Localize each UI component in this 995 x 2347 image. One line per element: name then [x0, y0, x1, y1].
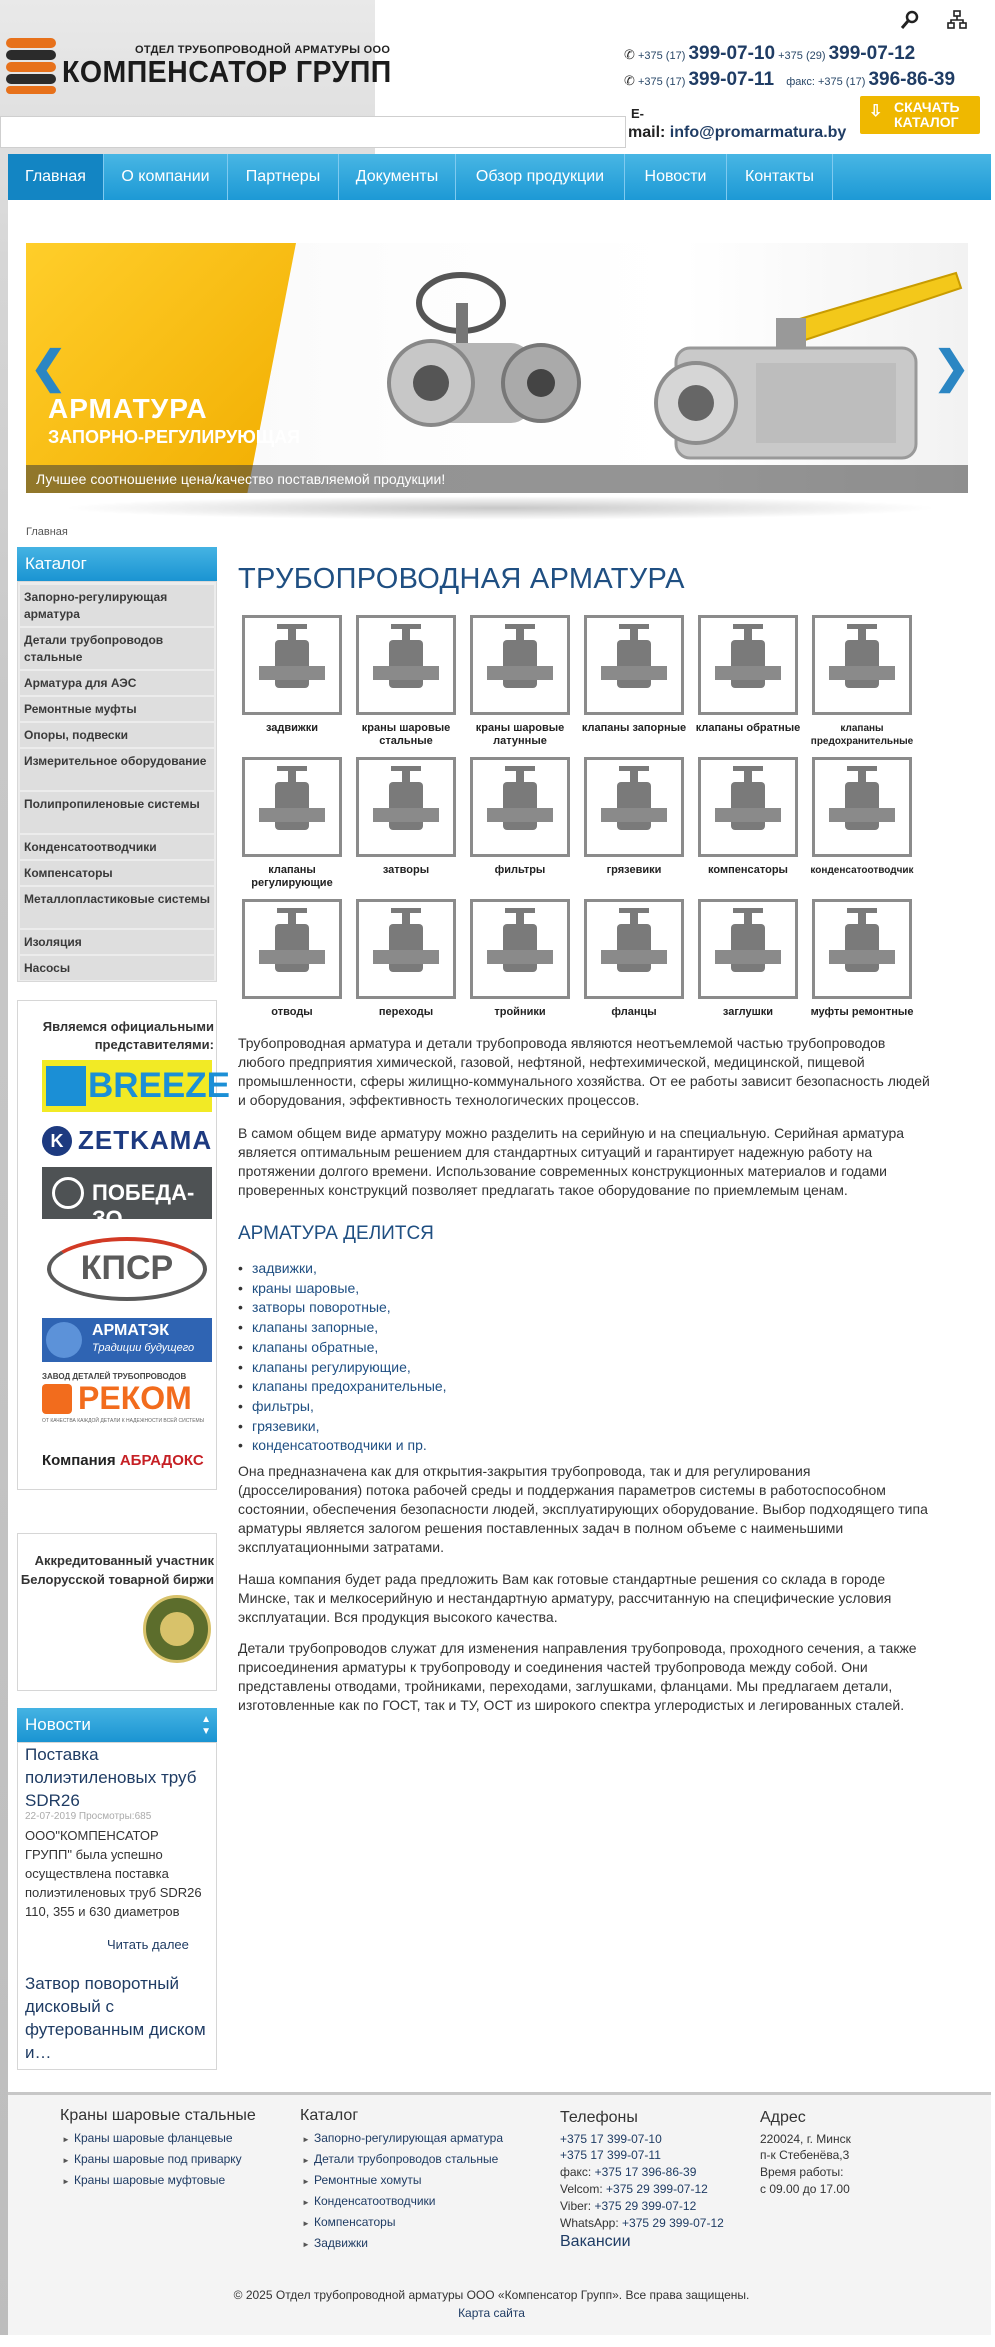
product-label[interactable]: муфты ремонтные [810, 1006, 914, 1018]
product-icon[interactable] [470, 615, 570, 715]
product-tile[interactable] [352, 899, 460, 1039]
fax-number: 396-86-39 [868, 69, 956, 90]
product-tile[interactable] [808, 899, 916, 1039]
main-nav [8, 154, 991, 200]
product-tile[interactable] [238, 899, 346, 1039]
product-icon[interactable] [242, 757, 342, 857]
footer-address-line: 220024, г. Минск [760, 2132, 851, 2146]
product-icon[interactable] [698, 757, 798, 857]
breadcrumb[interactable]: Главная [26, 526, 68, 538]
list-item: • задвижки, [238, 1260, 317, 1276]
product-icon[interactable] [356, 899, 456, 999]
catalog-item[interactable]: Металлопластиковые системы [20, 887, 214, 928]
footer-col-title[interactable]: Каталог [300, 2107, 359, 2124]
phone-number[interactable]: 399-07-11 [688, 69, 775, 90]
news-title-link[interactable]: Поставка полиэтиленовых труб SDR26 [25, 1745, 197, 1810]
slide-caption: Лучшее соотношение цена/качество поставляемой продукции! [26, 465, 968, 493]
product-label[interactable]: фильтры [494, 864, 546, 876]
footer-address-title: Адрес [760, 2109, 806, 2126]
company-logo[interactable] [6, 38, 56, 94]
catalog-item[interactable]: Запорно-регулирующая арматура [20, 585, 214, 626]
list-item: • клапаны обратные, [238, 1338, 379, 1355]
catalog-item[interactable]: Опоры, подвески [20, 723, 214, 747]
nav-documents[interactable]: Документы [339, 154, 456, 200]
footer-address-line: Время работы: [760, 2165, 844, 2179]
product-tile[interactable] [238, 757, 346, 897]
product-tile[interactable] [694, 899, 802, 1039]
product-label[interactable]: фланцы [611, 1006, 657, 1018]
product-icon[interactable] [470, 899, 570, 999]
catalog-item[interactable]: Ремонтные муфты [20, 697, 214, 721]
catalog-item[interactable]: Полипропиленовые системы [20, 792, 214, 833]
bullet-icon: ► [302, 2219, 310, 2228]
product-tile[interactable] [694, 757, 802, 897]
footer-phones-title: Телефоны [560, 2109, 638, 2126]
product-label[interactable]: затворы [382, 864, 430, 876]
download-catalog-button[interactable] [860, 96, 980, 134]
brand-zetkama-logo[interactable]: K ZETKAMA [42, 1123, 212, 1157]
read-more-link[interactable]: Читать далее [107, 1937, 189, 1952]
page-bottom-strip [0, 2335, 375, 2347]
scroll-arrows-icon[interactable]: ▲ ▼ [201, 1714, 211, 1737]
brand-name: ПОБЕДА-ЗО [92, 1180, 195, 1231]
list-link[interactable]: грязевики, [252, 1417, 320, 1434]
phone-code: +375 (17) [637, 76, 686, 88]
product-icon[interactable] [356, 757, 456, 857]
brand-name: АРМАТЭК [92, 1322, 170, 1339]
footer-link: ► Ремонтные хомуты [302, 2173, 422, 2187]
news-title-link[interactable]: Затвор поворотный дисковый с футерованным диском и… [25, 1974, 206, 2062]
phone-code: +375 (29) [778, 50, 826, 62]
product-label[interactable]: отводы [271, 1006, 313, 1018]
product-tile[interactable] [466, 899, 574, 1039]
nav-products[interactable]: Обзор продукции [456, 154, 625, 200]
product-icon[interactable] [356, 615, 456, 715]
list-link[interactable]: краны шаровые, [252, 1279, 360, 1296]
phone-code: +375 (17) [637, 50, 686, 62]
vacancies-link[interactable]: Вакансии [560, 2233, 631, 2250]
product-tile[interactable] [238, 615, 346, 755]
catalog-item[interactable]: Конденсатоотводчики [20, 835, 214, 859]
footer-whatsapp: WhatsApp: +375 29 399-07-12 [560, 2216, 724, 2230]
catalog-header: Каталог [17, 547, 217, 581]
download-label-1: СКАЧАТЬ [894, 99, 960, 115]
bullet-icon: ► [302, 2156, 310, 2165]
slide-subtitle: ЗАПОРНО-РЕГУЛИРУЮЩАЯ [48, 427, 301, 447]
bullet-icon: ► [302, 2135, 310, 2144]
footer-phone: +375 17 399-07-10 [560, 2132, 662, 2146]
company-subtitle: ОТДЕЛ ТРУБОПРОВОДНОЙ АРМАТУРЫ ООО [135, 44, 391, 56]
footer-link: ► Краны шаровые под приварку [62, 2152, 242, 2166]
product-label[interactable]: задвижки [265, 722, 318, 734]
brand-name: ZETKAMA [78, 1125, 213, 1155]
brand-name: КПСР [80, 1249, 174, 1287]
pobeda-icon [52, 1177, 84, 1209]
product-icon[interactable] [584, 615, 684, 715]
page-title: ТРУБОПРОВОДНАЯ АРМАТУРА [238, 563, 685, 595]
footer-col-title[interactable]: Краны шаровые стальные [60, 2107, 256, 2124]
paragraph: Детали трубопроводов служат для изменения направления трубопровода, проходного сечения, а также присоединения арматуры к трубопроводу и соединения частей трубопровода между собой. Они представлены отводами, тройниками, переходами, заглушками, фланцами. Мы предлагаем детали, изготовленные как по ГОСТ, так и ТУ, ОСТ из широкого спектра углеродистых и легированных сталей. [238, 1640, 917, 1713]
list-link[interactable]: конденсатоотводчики и пр. [252, 1437, 427, 1454]
product-icon[interactable] [812, 899, 912, 999]
accreditation-text: Аккредитованный участник Белорусской товарной биржи [20, 1553, 214, 1587]
phone-icon: ✆ [624, 73, 635, 88]
catalog-item[interactable]: Измерительное оборудование [20, 749, 214, 790]
ball-valve-image [636, 263, 966, 473]
hero-slider[interactable] [26, 243, 968, 493]
product-label[interactable]: краны шаровые латунные [475, 722, 565, 747]
nav-partners[interactable]: Партнеры [228, 154, 339, 200]
product-label[interactable]: тройники [494, 1006, 546, 1018]
email-prefix: mail: [628, 124, 666, 141]
product-tile[interactable] [580, 757, 688, 897]
product-label[interactable]: клапаны предохранительные [810, 723, 914, 747]
footer-velcom: Velcom: +375 29 399-07-12 [560, 2182, 708, 2196]
brand-name: РЕКОМ [78, 1380, 192, 1416]
footer-phone: +375 17 399-07-11 [560, 2148, 661, 2162]
product-tile[interactable] [352, 615, 460, 755]
fax-label: факс: +375 (17) [786, 76, 866, 88]
list-item: • клапаны предохранительные, [238, 1378, 447, 1395]
news-header-title: Новости [25, 1715, 91, 1734]
product-icon[interactable] [812, 615, 912, 715]
email-label: E- [631, 106, 644, 121]
slider-prev-icon[interactable]: ❮ [30, 343, 67, 392]
exchange-badge-icon[interactable] [143, 1595, 211, 1663]
brand-abradox-logo[interactable] [42, 1448, 220, 1474]
phone-number[interactable]: 399-07-12 [828, 43, 916, 64]
search-icon[interactable] [899, 10, 921, 32]
product-label[interactable]: клапаны регулирующие [251, 864, 333, 889]
brand-rekom-logo[interactable] [42, 1372, 212, 1428]
slide-title: АРМАТУРА [48, 393, 208, 424]
product-icon[interactable] [470, 757, 570, 857]
sitemap-link[interactable]: Карта сайта [458, 2306, 525, 2320]
footer-link: ► Конденсатоотводчики [302, 2194, 436, 2208]
product-label[interactable]: клапаны запорные [581, 722, 687, 734]
product-icon[interactable] [812, 757, 912, 857]
list-link[interactable]: задвижки, [252, 1260, 317, 1276]
partners-title: Являемся официальными представителями: [42, 1019, 214, 1052]
sitemap-icon[interactable] [946, 10, 968, 32]
news-excerpt: ООО"КОМПЕНСАТОР ГРУПП" была успешно осуществлена поставка полиэтиленовых труб SDR26 110, 355 и 630 диаметров [25, 1828, 202, 1919]
download-label-2: КАТАЛОГ [894, 114, 959, 130]
footer-link: ► Детали трубопроводов стальные [302, 2152, 499, 2166]
list-item: • затворы поворотные, [238, 1299, 391, 1316]
bullet-icon: ► [62, 2135, 70, 2144]
list-item: • грязевики, [238, 1417, 320, 1434]
footer-address-line: с 09.00 до 17.00 [760, 2182, 850, 2196]
list-link[interactable]: клапаны обратные, [252, 1338, 379, 1355]
footer-link: ► Задвижки [302, 2236, 368, 2250]
product-tile[interactable] [694, 615, 802, 755]
list-item: • клапаны запорные, [238, 1319, 379, 1336]
product-label[interactable]: переходы [378, 1006, 434, 1018]
product-label[interactable]: грязевики [606, 864, 662, 876]
brand-tagline: Традиции будущего [92, 1342, 195, 1354]
section-title: АРМАТУРА ДЕЛИТСЯ [238, 1223, 434, 1244]
brand-tagline: ОТ КАЧЕСТВА КАЖДОЙ ДЕТАЛИ К НАДЕЖНОСТИ ВСЕЙ СИСТЕМЫ [42, 1418, 205, 1424]
footer-link: ► Компенсаторы [302, 2215, 396, 2229]
news-header [17, 1708, 217, 1742]
product-label[interactable]: компенсаторы [708, 864, 788, 876]
search-bar[interactable] [0, 116, 626, 148]
product-tile[interactable] [466, 757, 574, 897]
bullet-icon: ► [62, 2177, 70, 2186]
slider-shadow [60, 496, 940, 520]
footer-link: ► Краны шаровые муфтовые [62, 2173, 226, 2187]
product-tile[interactable] [352, 757, 460, 897]
product-tile[interactable] [808, 757, 916, 897]
double-chevron-down-icon: ⇩ [869, 103, 883, 120]
list-link[interactable]: затворы поворотные, [252, 1299, 391, 1316]
product-label[interactable]: клапаны обратные [695, 722, 801, 734]
brand-name: BREEZE [88, 1066, 230, 1105]
nav-about[interactable]: О компании [104, 154, 228, 200]
phone-line-1 [624, 43, 915, 65]
product-tile[interactable] [580, 615, 688, 755]
brand-breeze-logo[interactable] [42, 1060, 230, 1112]
copyright: © 2025 Отдел трубопроводной арматуры ООО «Компенсатор Групп». Все права защищены. [233, 2288, 750, 2302]
catalog-item[interactable]: Изоляция [20, 930, 214, 954]
catalog-item[interactable]: Компенсаторы [20, 861, 214, 885]
list-item: • клапаны регулирующие, [238, 1358, 411, 1375]
list-link[interactable]: фильтры, [252, 1397, 314, 1414]
bullet-icon: ► [302, 2240, 310, 2249]
breeze-icon [46, 1066, 86, 1106]
valve-image [401, 258, 631, 458]
product-tile[interactable] [808, 615, 916, 755]
bullet-icon: ► [302, 2177, 310, 2186]
email-line [628, 124, 846, 142]
brand-armatek-logo[interactable] [42, 1318, 212, 1362]
footer-link: ► Запорно-регулирующая арматура [302, 2131, 503, 2145]
product-tile[interactable] [466, 615, 574, 755]
nav-contacts[interactable]: Контакты [727, 154, 833, 200]
list-link[interactable]: клапаны запорные, [252, 1319, 379, 1336]
product-label[interactable]: заглушки [722, 1006, 774, 1018]
footer-fax: факс: +375 17 396-86-39 [560, 2165, 697, 2179]
list-item: • краны шаровые, [238, 1279, 360, 1296]
product-icon[interactable] [242, 615, 342, 715]
product-icon[interactable] [698, 899, 798, 999]
paragraph: Трубопроводная арматура и детали трубопровода являются неотъемлемой частью трубопроводов любого предприятия химической, газовой, нефтяной, нефтехимической, медицинской, пищевой промышленности, сферы жилищно-коммунального хозяйства. От ее работы зависит безопасность людей и оборудования, эффективность технологических процессов. [238, 1035, 930, 1108]
product-icon[interactable] [584, 757, 684, 857]
phone-icon: ✆ [624, 47, 635, 62]
brand-name: АБРАДОКС [119, 1452, 204, 1469]
catalog-item[interactable]: Детали трубопроводов стальные [20, 628, 214, 669]
footer-link: ► Краны шаровые фланцевые [62, 2131, 233, 2145]
bullet-icon: ► [302, 2198, 310, 2207]
product-icon[interactable] [584, 899, 684, 999]
brand-kpsr-logo[interactable] [42, 1233, 212, 1305]
paragraph: Наша компания будет рада предложить Вам как готовые стандартные решения со склада в городе Минске, так и мелкосерийную и нестандартную арматуру, рассчитанную на специфические условия эксплуатации. Вся продукция высокого качества. [238, 1571, 892, 1625]
brand-prefix: Компания [42, 1452, 116, 1469]
list-link[interactable]: клапаны регулирующие, [252, 1358, 411, 1375]
catalog-item[interactable]: Насосы [20, 956, 214, 980]
footer-address-line: п-к Стебенёва,3 [760, 2148, 850, 2162]
paragraph: Она предназначена как для открытия-закрытия трубопровода, так и для регулирования (дросселирования) потока рабочей среды и поддержания параметров системы в работоспособном состоянии, обеспечения безопасности людей, эксплуатирующих оборудование. Выбор подходящего типа арматуры является залогом решения поставленных задач в полном объеме с наименьшими эксплуатационными затратами. [238, 1463, 928, 1555]
company-name[interactable]: КОМПЕНСАТОР ГРУПП [62, 54, 392, 89]
phone-line-2 [624, 69, 955, 91]
bullet-icon: ► [62, 2156, 70, 2165]
catalog-item[interactable]: Арматура для АЭС [20, 671, 214, 695]
brand-pobeda-logo[interactable] [42, 1167, 212, 1231]
brand-top-line: ЗАВОД ДЕТАЛЕЙ ТРУБОПРОВОДОВ [42, 1372, 187, 1381]
phone-number[interactable]: 399-07-10 [688, 43, 776, 64]
product-icon[interactable] [698, 615, 798, 715]
news-meta: 22-07-2019 Просмотры:685 [25, 1811, 152, 1822]
nav-news[interactable]: Новости [625, 154, 727, 200]
footer-viber: Viber: +375 29 399-07-12 [560, 2199, 697, 2213]
product-label[interactable]: конденсатоотводчик [810, 865, 914, 876]
list-link[interactable]: клапаны предохранительные, [252, 1378, 447, 1395]
slider-next-icon[interactable]: ❯ [933, 343, 970, 392]
product-icon[interactable] [242, 899, 342, 999]
email-link[interactable]: info@promarmatura.by [669, 124, 847, 141]
nav-home[interactable]: Главная [8, 154, 104, 200]
product-label[interactable]: краны шаровые стальные [361, 722, 451, 747]
paragraph: В самом общем виде арматуру можно разделить на серийную и на специальную. Серийная арматура является оптимальным решением для стандартных ситуаций и гарантирует надежную работу на протяжении долгого времени. Использование современных конструкционных материалов и годами проверенных конструкций позволяет предлагать такое оборудование по приемлемым ценам. [238, 1125, 905, 1198]
product-tile[interactable] [580, 899, 688, 1039]
list-item: • фильтры, [238, 1397, 314, 1414]
list-item: • конденсатоотводчики и пр. [238, 1437, 427, 1454]
